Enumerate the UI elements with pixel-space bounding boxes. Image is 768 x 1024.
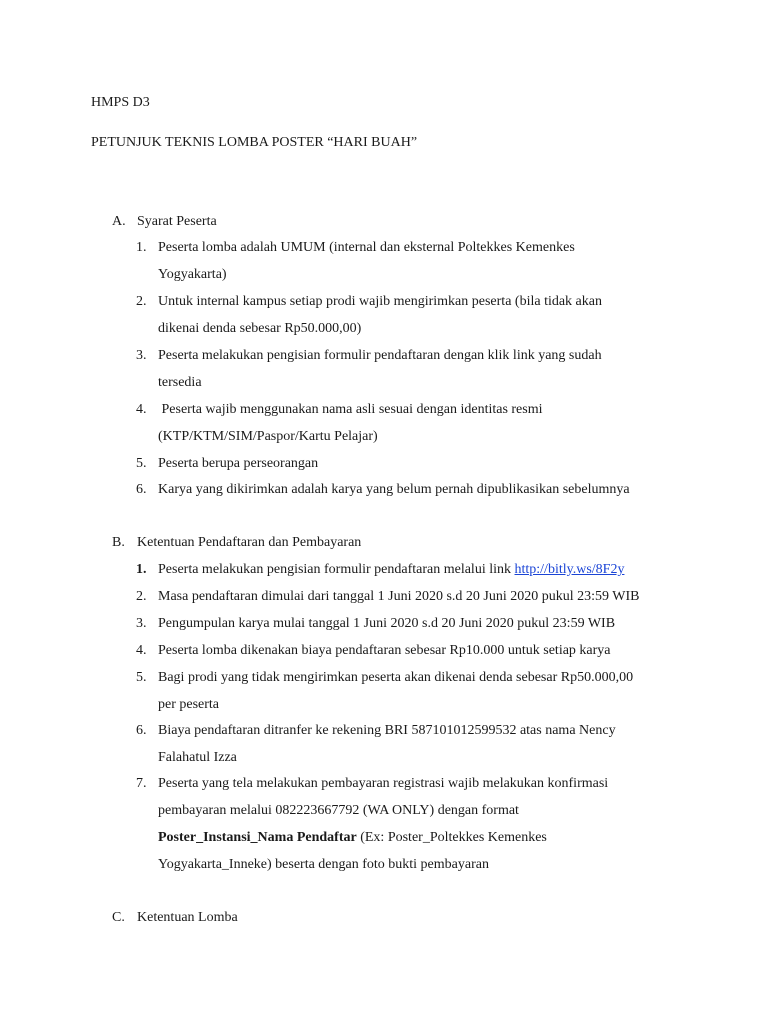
section-c-title: Ketentuan Lomba: [137, 910, 238, 925]
list-item-number: 7.: [136, 776, 147, 791]
list-item-number: 4.: [136, 402, 147, 417]
list-item-number: 5.: [136, 456, 147, 471]
list-item-text-part: (Ex: Poster_Poltekkes Kemenkes: [356, 830, 547, 845]
registration-link[interactable]: http://bitly.ws/8F2y: [514, 562, 625, 577]
list-item-text: Bagi prodi yang tidak mengirimkan peserta akan dikenai denda sebesar Rp50.000,00: [158, 670, 634, 685]
list-item-number: 3.: [136, 616, 147, 631]
list-item-number: 1.: [136, 240, 147, 255]
list-item-number: 6.: [136, 723, 147, 738]
list-item-text: tersedia: [158, 375, 202, 390]
list-item-number: 4.: [136, 643, 147, 658]
list-item-text: Peserta lomba dikenakan biaya pendaftaran sebesar Rp10.000 untuk setiap karya: [158, 643, 611, 658]
list-item-text: Falahatul Izza: [158, 750, 237, 765]
list-item-text: per peserta: [158, 697, 220, 712]
section-b-letter: B.: [112, 535, 125, 550]
list-item-text: dikenai denda sebesar Rp50.000,00): [158, 321, 362, 336]
list-item-number: 2.: [136, 589, 147, 604]
list-item-number: 5.: [136, 670, 147, 685]
document-title: PETUNJUK TEKNIS LOMBA POSTER “HARI BUAH”: [91, 135, 418, 150]
list-item-text: Peserta lomba adalah UMUM (internal dan eksternal Poltekkes Kemenkes: [158, 240, 575, 255]
section-c-letter: C.: [112, 910, 125, 925]
list-item-text: Peserta yang tela melakukan pembayaran registrasi wajib melakukan konfirmasi: [158, 776, 609, 791]
list-item-text: Yogyakarta): [158, 267, 227, 282]
list-item-number: 1.: [136, 562, 147, 577]
list-item-text: [158, 561, 624, 579]
section-a-title: Syarat Peserta: [137, 214, 217, 229]
list-item-text: [158, 829, 547, 847]
list-item-number: 2.: [136, 294, 147, 309]
list-item-text-part: Peserta melakukan pengisian formulir pendaftaran melalui link: [158, 562, 515, 577]
list-item-text: Yogyakarta_Inneke) beserta dengan foto bukti pembayaran: [158, 857, 489, 872]
list-item-text: Karya yang dikirimkan adalah karya yang belum pernah dipublikasikan sebelumnya: [158, 482, 630, 497]
list-item-text: Biaya pendaftaran ditranfer ke rekening BRI 587101012599532 atas nama Nency: [158, 723, 616, 738]
list-item-text: (KTP/KTM/SIM/Paspor/Kartu Pelajar): [158, 429, 378, 444]
section-b-title: Ketentuan Pendaftaran dan Pembayaran: [137, 535, 362, 550]
list-item-text: pembayaran melalui 082223667792 (WA ONLY) dengan format: [158, 803, 519, 818]
section-a-letter: A.: [112, 214, 126, 229]
list-item-text: Untuk internal kampus setiap prodi wajib mengirimkan peserta (bila tidak akan: [158, 294, 602, 309]
list-item-number: 3.: [136, 348, 147, 363]
format-example-bold: Poster_Instansi_Nama Pendaftar: [158, 830, 357, 845]
list-item-text: Peserta wajib menggunakan nama asli sesuai dengan identitas resmi: [158, 402, 543, 417]
list-item-number: 6.: [136, 482, 147, 497]
list-item-text: Peserta berupa perseorangan: [158, 456, 319, 471]
list-item-text: Pengumpulan karya mulai tanggal 1 Juni 2020 s.d 20 Juni 2020 pukul 23:59 WIB: [158, 616, 616, 631]
list-item-text: Masa pendaftaran dimulai dari tanggal 1 Juni 2020 s.d 20 Juni 2020 pukul 23:59 WIB: [158, 589, 640, 604]
list-item-text: Peserta melakukan pengisian formulir pendaftaran dengan klik link yang sudah: [158, 348, 602, 363]
org-heading: HMPS D3: [91, 95, 150, 110]
